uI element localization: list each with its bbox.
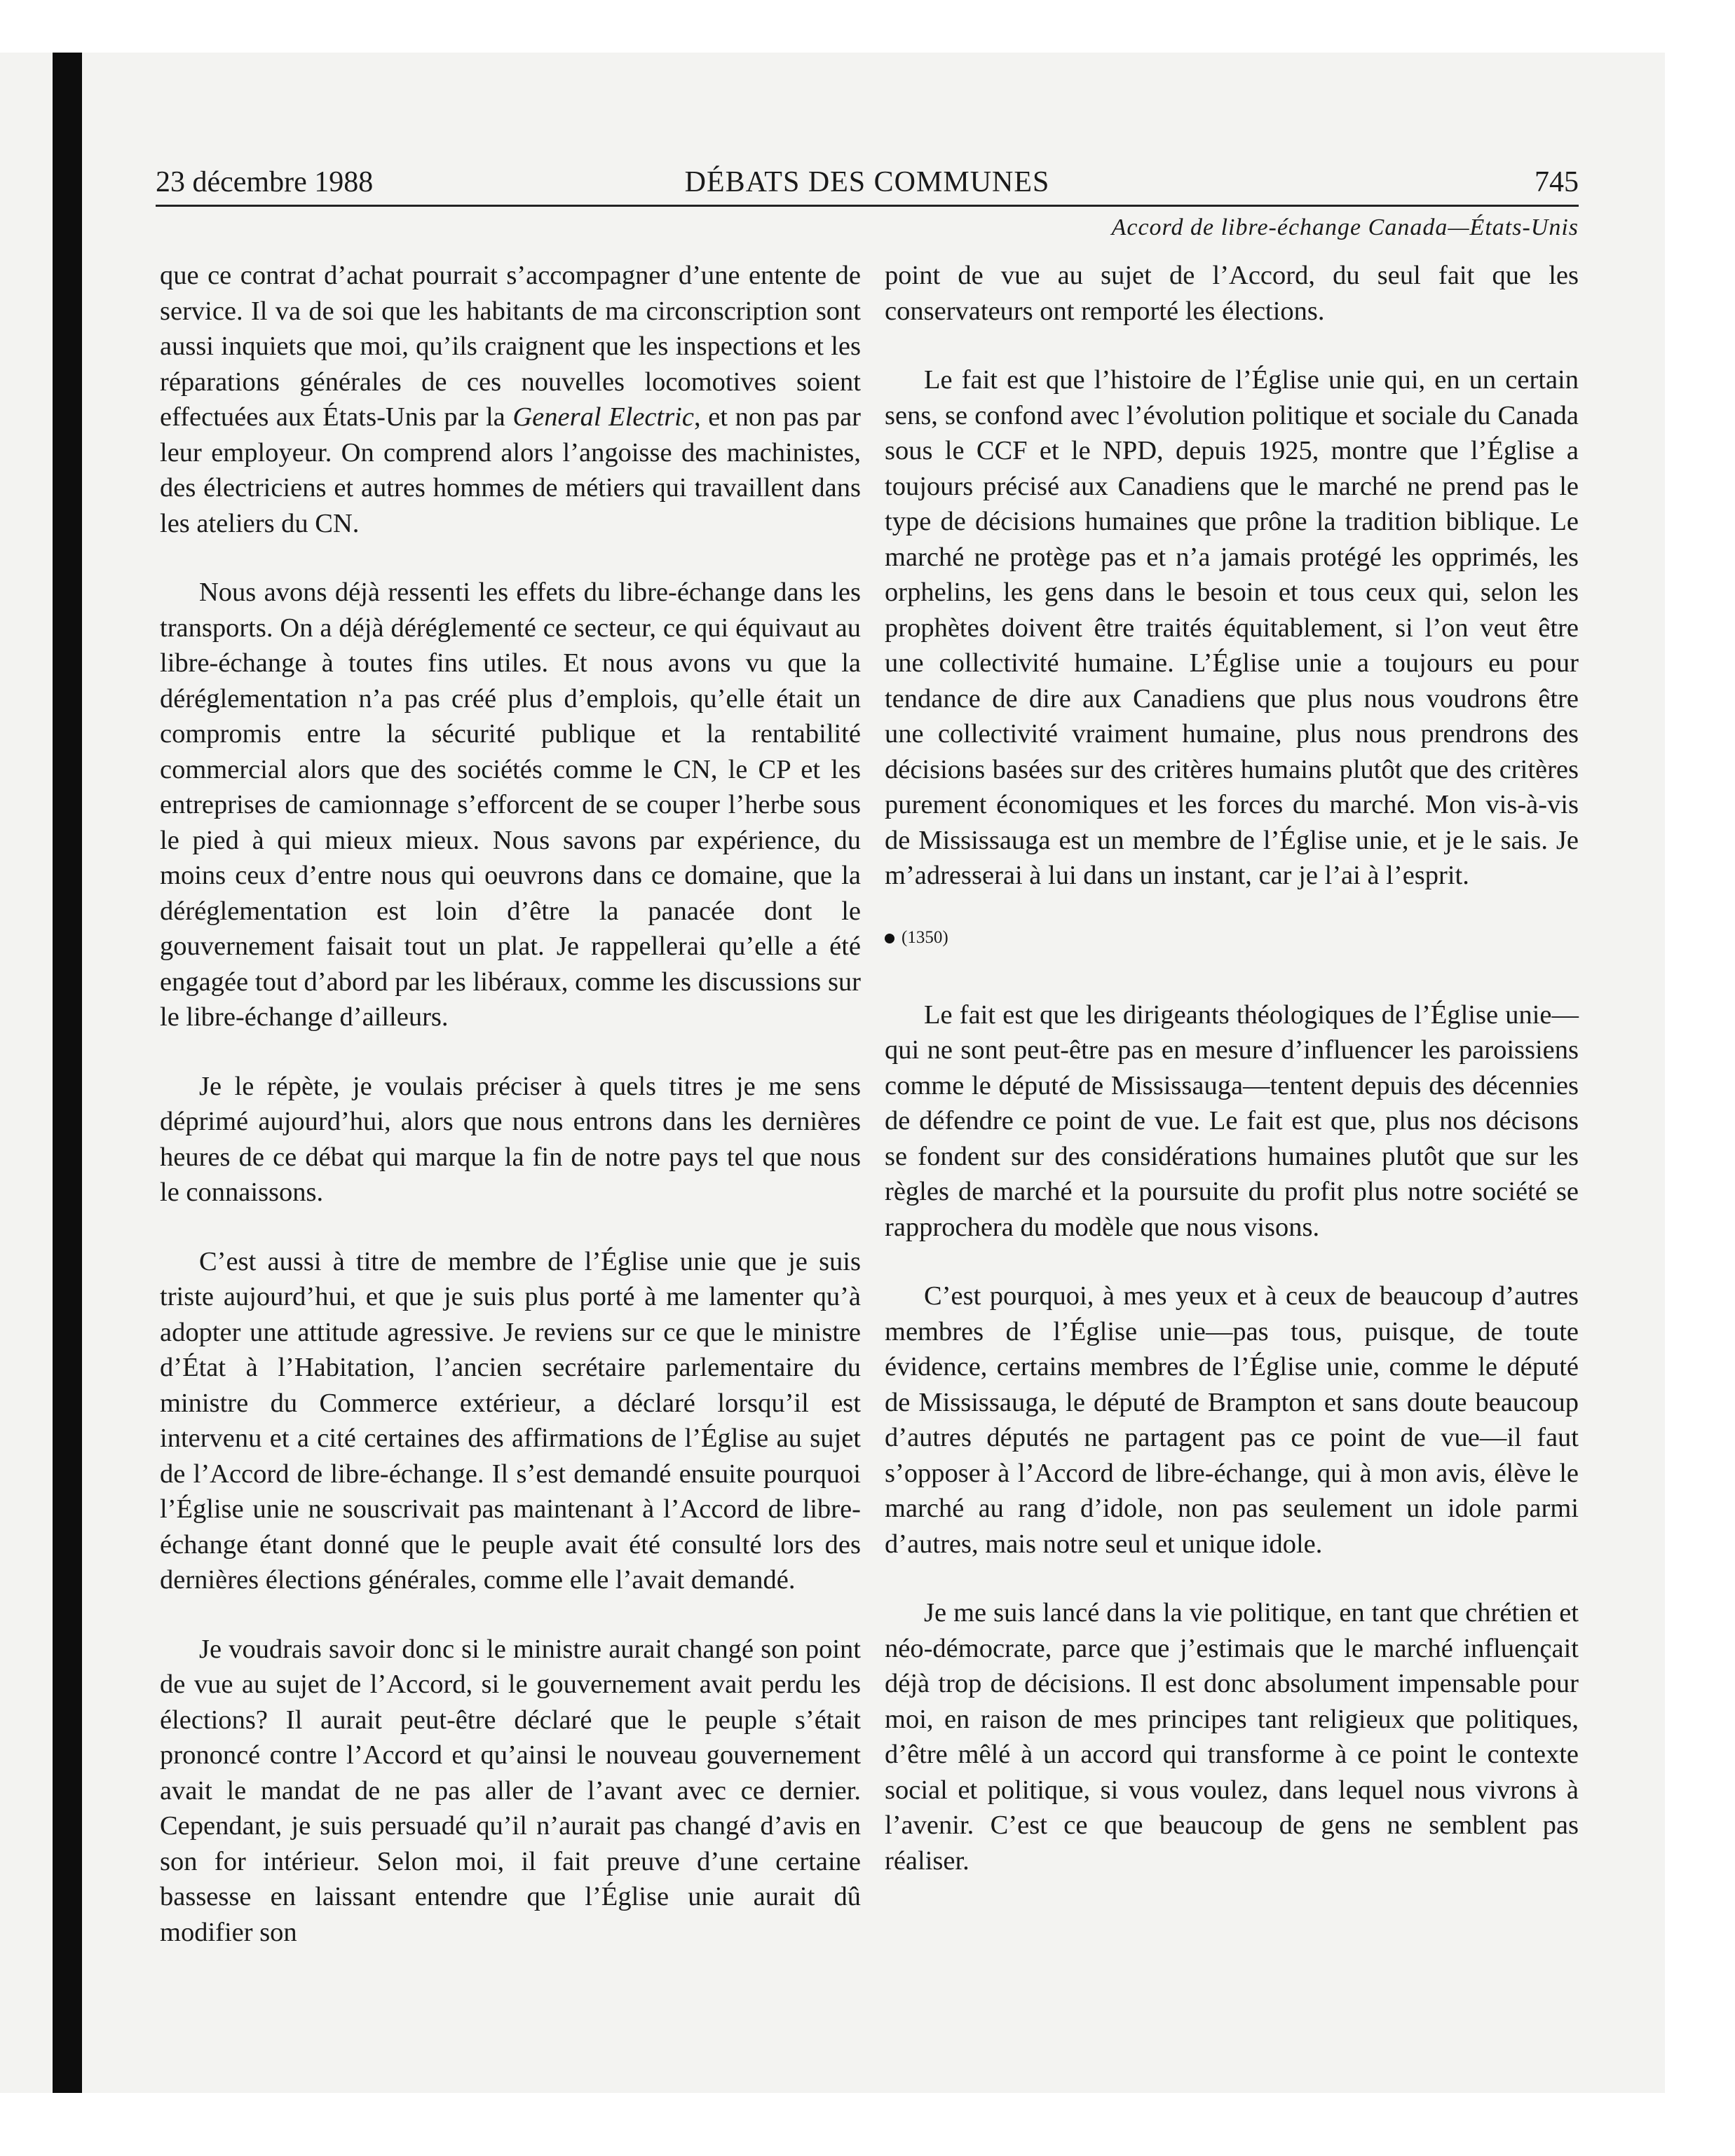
- header-date: 23 décembre 1988: [156, 166, 374, 198]
- scan-right-margin: [1665, 0, 1735, 2156]
- bullet-icon: [885, 934, 894, 943]
- page-number: 745: [1535, 166, 1579, 198]
- section-subheader: Accord de libre-échange Canada—États-Unis: [1111, 214, 1579, 240]
- paragraph: Nous avons déjà ressenti les effets du libre-échange dans les transports. On a déjà déréglementé ce secteur, ce qui équivaut au libre-échange à toutes fins utiles. Et nous avons vu que la déréglementation n’a pas créé plus d’emplois, qu’elle était un compromis entre la sécurité publique et la rentabilité commercial alors que des sociétés comme le CN, le CP et les entreprises de camionnage s’efforcent de se couper l’herbe sous le pied à qui mieux mieux. Nous savons par expérience, du moins ceux d’entre nous qui oeuvrons dans ce domaine, que la déréglementation est loin d’être la panacée dont le gouvernement faisait tout un plat. Je rappellerai qu’elle a été engagée tout d’abord par les libéraux, comme les discussions sur le libre-échange d’ailleurs.: [160, 578, 861, 1032]
- paragraph: Le fait est que les dirigeants théologiques de l’Église unie—qui ne sont peut-être pas en mesure d’influencer les paroissiens comme le député de Mississauga—tentent depuis des décennies de défendre ce point de vue. Le fait est que, plus nos décisons se fondent sur des considérations humaines plutôt que sur les règles de marché et la poursuite du profit plus notre société se rapprochera du modèle que nous visons.: [885, 999, 1579, 1242]
- left-column: [160, 258, 861, 1984]
- paragraph: Je me suis lancé dans la vie politique, en tant que chrétien et néo-démocrate, parce que j’estimais que le marché influençait déjà trop de décisions. Il est donc absolument impensable pour moi, en raison de mes principes tant religieux que politiques, d’être mêlé à un accord qui transforme à ce point le contexte social et politique, si vous voulez, dans lequel nous vivrons à l’avenir. C’est ce que beaucoup de gens ne semblent pas réaliser.: [885, 1598, 1579, 1876]
- page-header: [156, 163, 1579, 207]
- paragraph: que ce contrat d’achat pourrait s’accompagner d’une entente de service. Il va de soi que les habitants de ma circonscription sont aussi inquiets que moi, qu’ils craignent que les inspections et les réparations générales de ces nouvelles locomotives soient effectuées aux États-Unis par la General Electric, et non pas par leur employeur. On comprend alors l’angoisse des machinistes, des électriciens et autres hommes de métiers qui travaillent dans les ateliers du CN.: [160, 261, 861, 538]
- company-name: General Electric: [512, 402, 694, 432]
- paragraph: point de vue au sujet de l’Accord, du seul fait que les conservateurs ont remporté les élections.: [885, 261, 1579, 326]
- header-title: DÉBATS DES COMMUNES: [684, 166, 1050, 198]
- time-marker-label: (1350): [901, 927, 948, 947]
- paragraph: Le fait est que l’histoire de l’Église unie qui, en un certain sens, se confond avec l’évolution politique et sociale du Canada sous le CCF et le NPD, depuis 1925, montre que l’Église a toujours précisé aux Canadiens que le marché ne prend pas le type de décisions humaines que prône la tradition biblique. Le marché ne protège pas et n’a jamais protégé les opprimés, les orphelins, les gens dans le besoin et tous ceux qui, selon les prophètes doivent être traités équitablement, si l’on veut être une collectivité humaine. L’Église unie a toujours eu pour tendance de dire aux Canadiens que plus nous voudrons être une collectivité vraiment humaine, plus nous prendrons des décisions basées sur des critères humains plutôt que des critères purement économiques et les forces du marché. Mon vis-à-vis de Mississauga est un membre de l’Église unie, et je le sais. Je m’adresserai à lui dans un instant, car je l’ai à l’esprit.: [885, 365, 1579, 890]
- time-marker: [885, 927, 1579, 948]
- scan-top-margin: [0, 0, 1735, 53]
- scan-bottom-margin: [0, 2093, 1735, 2156]
- paragraph: Je le répète, je voulais préciser à quels titres je me sens déprimé aujourd’hui, alors que nous entrons dans les dernières heures de ce débat qui marque la fin de notre pays tel que nous le connaissons.: [160, 1071, 861, 1207]
- paragraph: C’est aussi à titre de membre de l’Église unie que je suis triste aujourd’hui, et que je suis plus porté à me lamenter qu’à adopter une attitude agressive. Je reviens sur ce que le ministre d’État à l’Habitation, l’ancien secrétaire parlementaire du ministre du Commerce extérieur, a déclaré lorsqu’il est intervenu et a cité certaines des affirmations de l’Église au sujet de l’Accord de libre-échange. Il s’est demandé ensuite pourquoi l’Église unie ne souscrivait pas maintenant à l’Accord de libre-échange étant donné que le peuple avait été consulté lors des dernières élections générales, comme elle l’avait demandé.: [160, 1246, 861, 1595]
- paragraph: Je voudrais savoir donc si le ministre aurait changé son point de vue au sujet de l’Accord, si le gouvernement avait perdu les élections? Il aurait peut-être déclaré que le peuple s’était prononcé contre l’Accord et qu’ainsi le nouveau gouvernement avait le mandat de ne pas aller de l’avant avec ce dernier. Cependant, je suis persuadé qu’il n’aurait pas changé d’avis en son for intérieur. Selon moi, il fait preuve d’une certaine bassesse en laissant entendre que l’Église unie aurait dû modifier son: [160, 1634, 861, 1947]
- right-column: [885, 258, 1579, 1912]
- scan-binding-edge: [53, 53, 82, 2093]
- paragraph: C’est pourquoi, à mes yeux et à ceux de beaucoup d’autres membres de l’Église unie—pas tous, puisque, de toute évidence, certains membres de l’Église unie, comme le député de Mississauga, le député de Brampton et sans doute beaucoup d’autres députés ne partagent pas ce point de vue—il faut s’opposer à l’Accord de libre-échange, qui à mon avis, élève le marché au rang d’idole, non pas seulement un idole parmi d’autres, mais notre seul et unique idole.: [885, 1281, 1579, 1559]
